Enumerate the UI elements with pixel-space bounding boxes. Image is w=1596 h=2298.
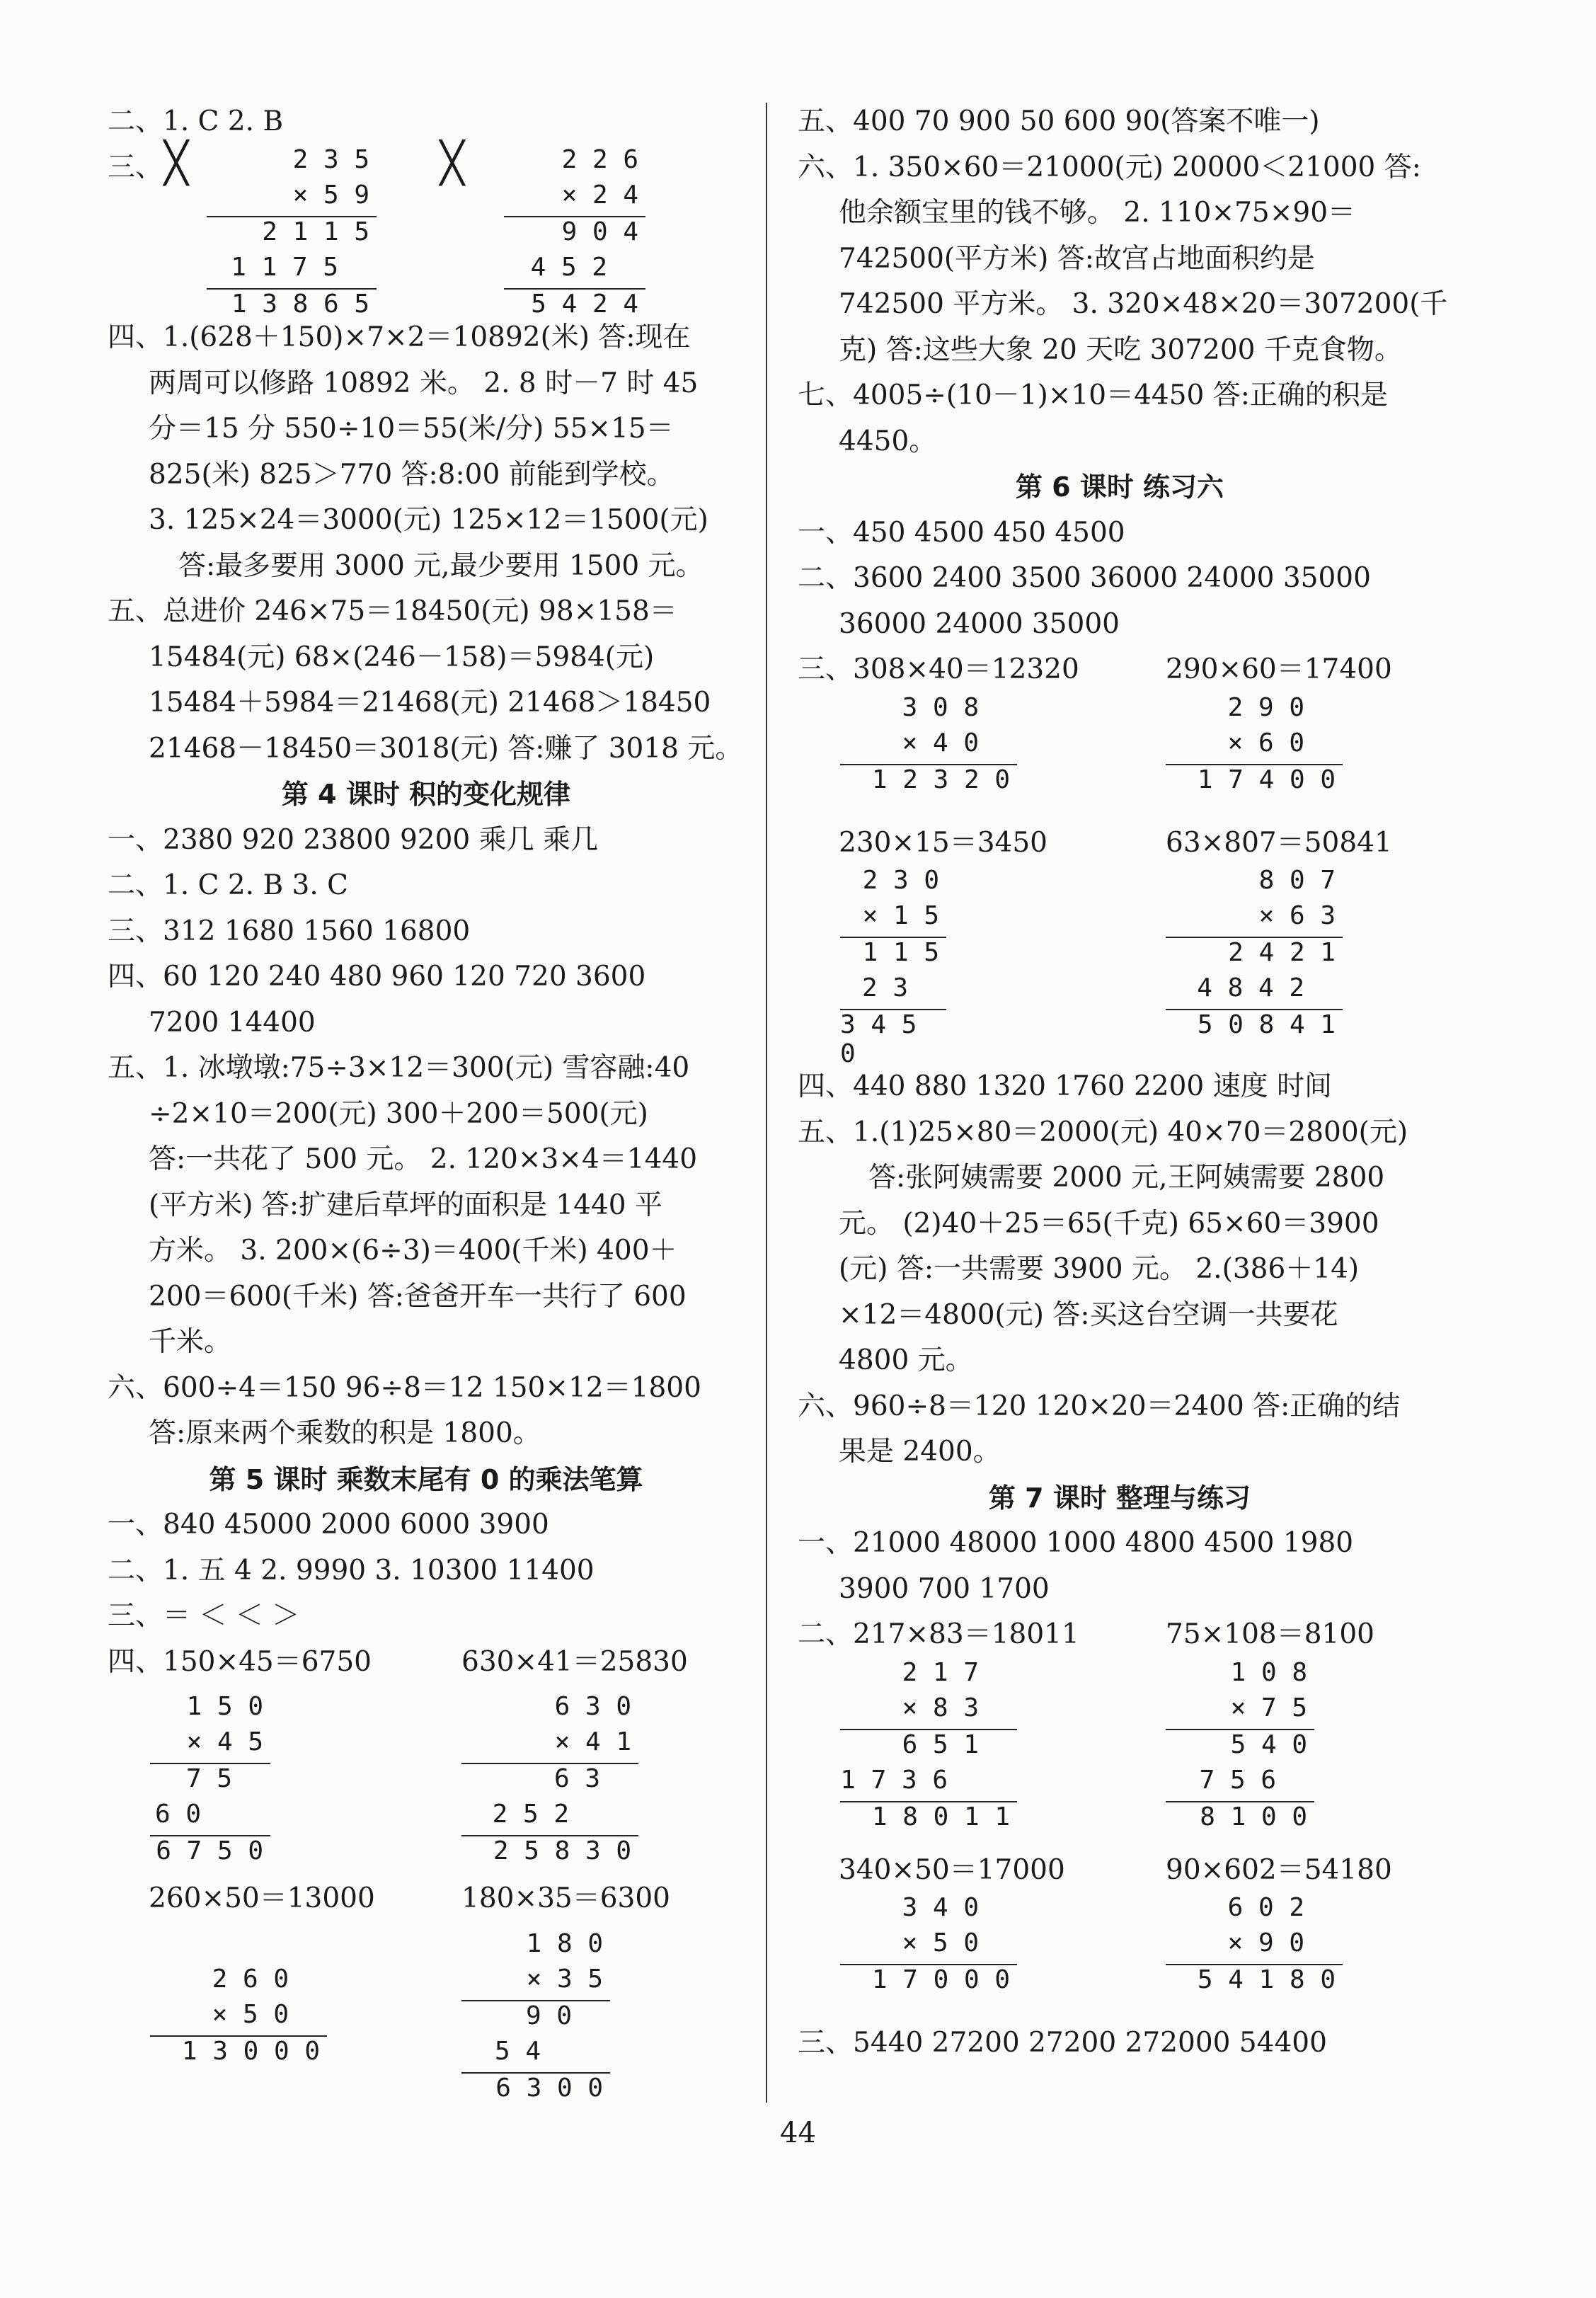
partial-product: 6 0 xyxy=(154,1800,201,1829)
answer-line: 六、960÷8＝120 120×20＝2400 答:正确的结 xyxy=(798,1390,1401,1422)
multiplicand: 2 9 0 xyxy=(1227,692,1304,722)
equation: 75×108＝8100 xyxy=(1166,1618,1374,1650)
equation: 四、150×45＝6750 xyxy=(108,1645,372,1678)
multiplicand: 1 8 0 xyxy=(526,1928,603,1958)
product: 8 1 0 0 xyxy=(1200,1802,1307,1831)
answer-line xyxy=(108,139,745,191)
right-column xyxy=(798,99,1448,2067)
multiplier: × 5 0 xyxy=(902,1928,979,1957)
multiplier: × 3 5 xyxy=(526,1964,603,1994)
multiplicand: 2 3 0 xyxy=(862,866,939,895)
left-column xyxy=(108,99,745,2120)
partial-product: 2 4 2 1 xyxy=(1228,938,1336,967)
answer-line: 一、450 4500 450 4500 xyxy=(798,516,1125,549)
answer-line: 五、1.(1)25×80＝2000(元) 40×70＝2800(元) xyxy=(798,1116,1408,1148)
answer-line xyxy=(108,1876,745,1922)
answer-line: (元) 答:一共需要 3900 元。 2.(386＋14) xyxy=(839,1253,1360,1285)
section-label: 三、 xyxy=(108,151,163,183)
answer-line: 一、21000 48000 1000 4800 4500 1980 xyxy=(798,1527,1354,1559)
lesson-heading: 第 6 课时 练习六 xyxy=(1015,471,1224,503)
answer-line: 六、600÷4＝150 96÷8＝12 150×12＝1800 xyxy=(108,1371,701,1404)
vertical-multiplication xyxy=(840,693,1017,801)
answer-line: 四、440 880 1320 1760 2200 速度 时间 xyxy=(798,1070,1333,1102)
multiplicand: 2 6 0 xyxy=(212,1964,289,1994)
answer-line xyxy=(798,1848,1442,1894)
vertical-multiplication xyxy=(1166,866,1343,1046)
lesson-heading: 第 5 课时 乘数末尾有 0 的乘法笔算 xyxy=(209,1463,643,1495)
lesson-heading: 第 4 课时 积的变化规律 xyxy=(281,779,571,810)
equation: 63×807＝50841 xyxy=(1166,826,1392,859)
vertical-multiplication xyxy=(504,145,645,325)
lesson-heading: 第 7 课时 整理与练习 xyxy=(988,1482,1251,1514)
product: 5 4 1 8 0 xyxy=(1197,1965,1336,1994)
answer-line: 答:原来两个乘数的积是 1800。 xyxy=(149,1417,541,1449)
product: 1 2 3 2 0 xyxy=(871,765,1010,794)
product: 1 8 0 1 1 xyxy=(871,1802,1010,1831)
answer-line: ÷2×10＝200(元) 300＋200＝500(元) xyxy=(149,1097,648,1130)
answer-line: 三、312 1680 1560 16800 xyxy=(108,915,471,947)
answer-line: 元。 (2)40＋25＝65(千克) 65×60＝3900 xyxy=(839,1207,1379,1240)
answer-line: 3900 700 1700 xyxy=(839,1572,1050,1605)
answer-line xyxy=(798,821,1442,867)
answer-line: 15484＋5984＝21468(元) 21468＞18450 xyxy=(149,687,711,719)
answer-line: 二、3600 2400 3500 36000 24000 35000 xyxy=(798,562,1371,594)
product: 5 4 2 4 xyxy=(531,290,638,319)
partial-product: 1 1 5 xyxy=(862,938,939,967)
partial-product: 9 0 xyxy=(525,2001,572,2030)
answer-line: 四、1.(628＋150)×7×2＝10892(米) 答:现在 xyxy=(108,321,691,353)
partial-product: 6 5 1 xyxy=(902,1730,979,1759)
vertical-multiplication xyxy=(150,1965,327,2072)
multiplier: × 1 5 xyxy=(862,901,939,930)
multiplicand: 6 0 2 xyxy=(1227,1893,1304,1922)
multiplier: × 5 9 xyxy=(292,181,369,210)
answer-line: 三、5440 27200 27200 272000 54400 xyxy=(798,2027,1327,2059)
answer-line: 200＝600(千米) 答:爸爸开车一共行了 600 xyxy=(149,1280,687,1313)
multiplicand: 1 5 0 xyxy=(186,1692,263,1721)
answer-line: 一、840 45000 2000 6000 3900 xyxy=(108,1509,549,1540)
answer-line: 五、400 70 900 50 600 90(答案不唯一) xyxy=(798,105,1320,137)
answer-line: 3. 125×24＝3000(元) 125×12＝1500(元) xyxy=(149,504,708,536)
product: 1 3 8 6 5 xyxy=(231,290,369,319)
partial-product: 2 5 2 xyxy=(492,1800,569,1829)
answer-line: 克) 答:这些大象 20 天吃 307200 千克食物。 xyxy=(839,333,1402,366)
product: 6 7 5 0 xyxy=(156,1836,263,1865)
answer-line: ×12＝4800(元) 答:买这台空调一共要花 xyxy=(839,1298,1338,1331)
multiplier: × 4 0 xyxy=(902,728,979,758)
answer-line: 答:张阿姨需要 2000 元,王阿姨需要 2800 xyxy=(868,1162,1385,1194)
multiplier: × 2 4 xyxy=(561,181,638,210)
product: 2 5 8 3 0 xyxy=(493,1836,631,1865)
answer-line: 分＝15 分 550÷10＝55(米/分) 55×15＝ xyxy=(149,413,674,445)
partial-product: 4 8 4 2 xyxy=(1197,973,1304,1002)
vertical-multiplication xyxy=(1166,1658,1314,1838)
vertical-multiplication xyxy=(150,1692,270,1872)
equation: 180×35＝6300 xyxy=(461,1882,670,1914)
partial-product: 1 1 7 5 xyxy=(231,253,338,282)
answer-line: 15484(元) 68×(246－158)＝5984(元) xyxy=(149,641,655,673)
answer-line xyxy=(108,1640,745,1686)
answer-line: 答:一共花了 500 元。 2. 120×3×4＝1440 xyxy=(149,1143,698,1175)
multiplier: × 4 1 xyxy=(554,1727,631,1756)
equation: 二、217×83＝18011 xyxy=(798,1618,1079,1650)
equation: 三、308×40＝12320 xyxy=(798,653,1079,685)
equation: 230×15＝3450 xyxy=(839,826,1047,859)
partial-product: 2 3 xyxy=(861,973,908,1002)
multiplier: × 6 0 xyxy=(1227,728,1304,758)
answer-line: 4450。 xyxy=(839,425,937,457)
answer-line: 4800 元。 xyxy=(839,1344,973,1376)
equation: 340×50＝17000 xyxy=(839,1853,1065,1886)
vertical-multiplication xyxy=(840,1893,1017,2001)
answer-line: 三、＝ ＜ ＜ ＞ xyxy=(108,1600,300,1632)
multiplicand: 8 0 7 xyxy=(1258,866,1336,895)
answer-line: 二、1. 五 4 2. 9990 3. 10300 11400 xyxy=(108,1554,595,1587)
multiplicand: 3 4 0 xyxy=(902,1893,979,1922)
multiplier: × 6 3 xyxy=(1258,901,1336,930)
answer-line: 答:最多要用 3000 元,最少要用 1500 元。 xyxy=(178,549,704,582)
answer-line: 五、1. 冰墩墩:75÷3×12＝300(元) 雪容融:40 xyxy=(108,1052,690,1084)
multiplicand: 2 3 5 xyxy=(292,145,369,174)
multiplier: × 8 3 xyxy=(902,1693,979,1722)
multiplier: × 5 0 xyxy=(212,1999,289,2029)
partial-product: 5 4 0 xyxy=(1230,1730,1307,1759)
answer-line: 他余额宝里的钱不够。 2. 110×75×90＝ xyxy=(839,197,1356,229)
answer-line: 一、2380 920 23800 9200 乘几 乘几 xyxy=(108,823,598,856)
equation: 90×602＝54180 xyxy=(1166,1853,1392,1886)
answer-line: 21468－18450＝3018(元) 答:赚了 3018 元。 xyxy=(149,732,743,765)
partial-product: 4 5 2 xyxy=(530,253,607,282)
answer-line: 二、1. C 2. B 3. C xyxy=(108,869,348,901)
multiplier: × 9 0 xyxy=(1227,1928,1304,1957)
equation: 260×50＝13000 xyxy=(149,1882,375,1914)
multiplicand: 2 1 7 xyxy=(902,1657,979,1687)
vertical-multiplication xyxy=(1166,693,1343,801)
multiplicand: 3 0 8 xyxy=(902,692,979,722)
answer-line: 7200 14400 xyxy=(149,1006,316,1039)
wrong-mark: ╳ xyxy=(164,139,188,186)
vertical-multiplication xyxy=(1166,1893,1343,2001)
partial-product: 7 5 6 xyxy=(1199,1765,1276,1795)
product: 6 3 0 0 xyxy=(495,2073,603,2103)
multiplicand: 1 0 8 xyxy=(1230,1657,1307,1687)
page-number: 44 xyxy=(780,2117,816,2149)
answer-line: 四、60 120 240 480 960 120 720 3600 xyxy=(108,961,646,993)
product: 5 0 8 4 1 xyxy=(1197,1010,1336,1039)
answer-line: 两周可以修路 10892 米。 2. 8 时－7 时 45 xyxy=(149,367,699,399)
answer-line: 方米。 3. 200×(6÷3)＝400(千米) 400＋ xyxy=(149,1235,677,1267)
equation: 290×60＝17400 xyxy=(1166,653,1392,685)
product: 1 3 0 0 0 xyxy=(181,2036,320,2066)
answer-line: 825(米) 825＞770 答:8:00 前能到学校。 xyxy=(149,458,674,491)
partial-product: 2 1 1 5 xyxy=(262,217,369,246)
multiplier: × 7 5 xyxy=(1230,1693,1307,1722)
answer-line: 742500(平方米) 答:故宫占地面积约是 xyxy=(839,242,1315,275)
partial-product: 9 0 4 xyxy=(561,217,638,246)
answer-line: 千米。 xyxy=(149,1326,232,1358)
column-divider xyxy=(766,103,767,2103)
answer-line: 六、1. 350×60＝21000(元) 20000＜21000 答: xyxy=(798,151,1421,183)
answer-line: 七、4005÷(10－1)×10＝4450 答:正确的积是 xyxy=(798,379,1388,411)
vertical-multiplication xyxy=(461,1692,638,1872)
multiplicand: 6 3 0 xyxy=(554,1692,631,1721)
product: 1 7 4 0 0 xyxy=(1197,765,1336,794)
wrong-mark: ╳ xyxy=(440,139,464,186)
partial-product: 7 5 xyxy=(185,1764,232,1793)
answer-line: 742500 平方米。 3. 320×48×20＝307200(千 xyxy=(839,288,1448,320)
equation: 630×41＝25830 xyxy=(461,1645,688,1678)
answer-line: 36000 24000 35000 xyxy=(839,607,1120,640)
answer-line: (平方米) 答:扩建后草坪的面积是 1440 平 xyxy=(149,1189,663,1221)
answer-line: 果是 2400。 xyxy=(839,1436,1001,1468)
vertical-multiplication xyxy=(461,1929,610,2109)
vertical-multiplication xyxy=(840,1658,1017,1838)
answer-line: 五、总进价 246×75＝18450(元) 98×158＝ xyxy=(108,595,677,627)
vertical-multiplication xyxy=(840,866,946,1068)
product: 1 7 0 0 0 xyxy=(871,1965,1010,1994)
multiplier: × 4 5 xyxy=(186,1727,263,1756)
product: 3 4 5 0 xyxy=(840,1010,917,1068)
partial-product: 6 3 xyxy=(553,1764,600,1793)
answer-line: 二、1. C 2. B xyxy=(108,105,284,137)
partial-product: 5 4 xyxy=(494,2036,541,2066)
answer-line xyxy=(798,647,1442,693)
vertical-multiplication xyxy=(207,145,377,325)
partial-product: 1 7 3 6 xyxy=(840,1765,948,1795)
multiplicand: 2 2 6 xyxy=(561,145,638,174)
answer-line xyxy=(798,1612,1442,1658)
